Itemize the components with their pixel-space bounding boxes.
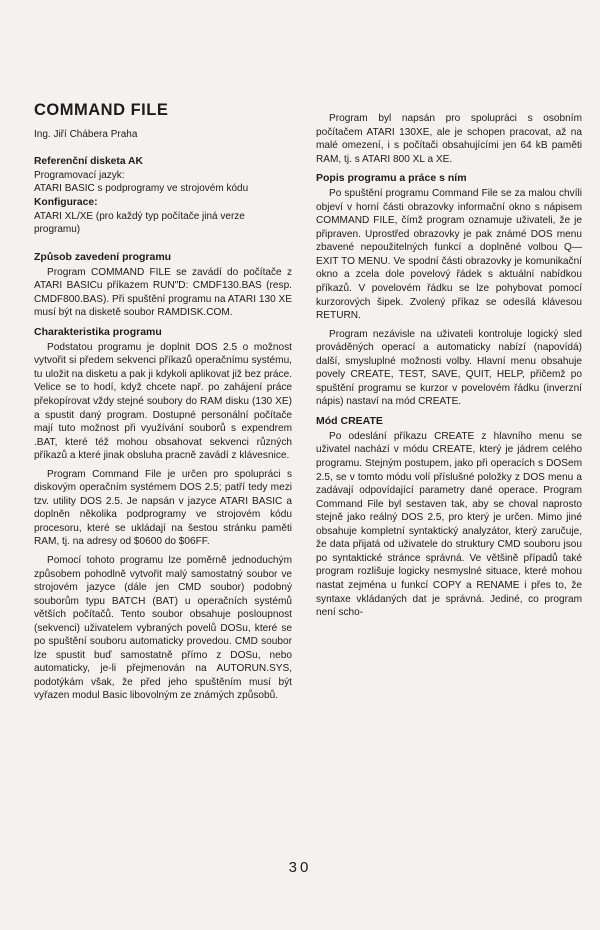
language-value: ATARI BASIC s podprogramy ve strojovém kódu bbox=[34, 183, 249, 195]
left-column bbox=[34, 100, 292, 703]
characteristics-paragraph-2: Program Command File je určen pro spolupráci s diskovým operačním systémem DOS 2.5; patří tedy mezi tzv. utility DOS 2.5. Je napsán v jazyce ATARI BASIC a doplněn několika podprogramy ve strojovém kódu procesoru, které se ukládají na šestou stránku paměti RAM, tj. na adresy od $0600 do $06FF. bbox=[34, 468, 292, 548]
characteristics-paragraph-1: Podstatou programu je doplnit DOS 2.5 o možnost vytvořit si předem sekvenci příkazů operačnímu systému, tu uložit na disketu a pak ji kdykoli aplikovat již bez práce. Velice se to hodí, když chcete např. po zahájení práce překopírovat vždy stejné soubory do RAM disku (130 XE) a spustit daný program. Dostupné personální počítače mají tuto možnost při využívání souborů s expendrem .BAT, které též mohou obsahovat sekvenci různých příkazů a které jinak obsluha pracně zavádí z klávesnice. bbox=[34, 341, 292, 462]
loading-paragraph: Program COMMAND FILE se zavádí do počítače z ATARI BASICu příkazem RUN"D: CMDF130.BAS (resp. CMDF800.BAS). Při spuštění programu na ATARI 130 XE musí být na disketě soubor RAMDISK.COM. bbox=[34, 266, 292, 319]
right-column bbox=[316, 112, 582, 620]
characteristics-paragraph-4: Program byl napsán pro spolupráci s osobním počítačem ATARI 130XE, ale je schopen pracovat, až na malé omezení, i s počítači obsahujícími jen 64 kB paměti RAM, tj. s ATARI 800 XL a XE. bbox=[316, 113, 582, 165]
description-paragraph-1: Po spuštění programu Command File se za malou chvíli objeví v horní části obrazovky informační okno s nápisem COMMAND FILE, čímž program oznamuje uživateli, že je připraven. Uprostřed obrazovky je pak známé DOS menu zbavené nepoužitelných funkcí a doplněné volbou Q—EXIT TO MENU. Ve spodní části obrazovky je komunikační okno a zcela dole povelový řádek s aktuální nabídkou příkazů. V povelovém řádku se lze pohybovat pomocí kurzorových šipek. Zvolený příkaz se odesílá klávesou RETURN. bbox=[316, 188, 582, 322]
reference-disk-label: Referenční disketa AK bbox=[34, 156, 143, 167]
characteristics-paragraph-3: Pomocí tohoto programu lze poměrně jednoduchým způsobem pohodlně vytvořit malý samostatný soubor ve strojovém jazyce (dále jen CMD soubor) podobný souborům typu BATCH (BAT) u operačních systémů větších počítačů. Tento soubor obsahuje posloupnost (sekvenci) uživatelem vybraných povelů DOSu, které se po spuštění souboru automaticky provedou. CMD soubor lze spustit buď samostatně přímo z DOSu, nebo automaticky, je-li přejmenován na AUTORUN.SYS, podotýkám však, že před jeho spuštěním musí být vyřazen modul Basic libovolným ze známých způsobů. bbox=[34, 555, 292, 702]
article-title: COMMAND FILE bbox=[34, 101, 169, 119]
section-heading-description: Popis programu a práce s ním bbox=[316, 172, 467, 185]
section-heading-characteristics: Charakteristika programu bbox=[34, 325, 162, 338]
configuration-value: ATARI XL/XE (pro každý typ počítače jiná verze programu) bbox=[34, 210, 245, 236]
article-author: Ing. Jiří Chábera Praha bbox=[34, 129, 138, 140]
description-paragraph-2: Program nezávisle na uživateli kontroluje logický sled prováděných operací a automaticky nabízí (napovídá) další, smysluplné možnosti volby. Hlavní menu obsahuje povely CREATE, TEST, SAVE, QUIT, HELP, přičemž po spuštění programu se kurzor v povelovém řádku (inverzní nápis) nastaví na mód CREATE. bbox=[316, 328, 582, 408]
create-mode-paragraph: Po odeslání příkazu CREATE z hlavního menu se uživatel nachází v módu CREATE, který je jádrem celého programu. Stejným postupem, jako při operacích s DOSem 2.5, se v tomto módu volí příslušné položky z DOS menu a zadávají odpovídající parametry dané operace. Program Command File byl sestaven tak, aby se choval naprosto stejně jako reálný DOS 2.5, pro který je určen. Mimo jiné obsahuje kompletní syntaktický analyzátor, který zaručuje, že data přijatá od uživatele do struktury CMD souboru jsou po syntaktické stránce správná. Ve většině případů také program rozlišuje logicky nesmyslné situace, které mohou nastat zejména u funkcí COPY a RENAME i přes to, že syntaxe vkládaných dat je správná. Jediné, co program není scho- bbox=[316, 430, 582, 619]
configuration-label: Konfigurace: bbox=[34, 196, 98, 208]
page-number: 30 bbox=[288, 859, 312, 876]
section-heading-loading: Způsob zavedení programu bbox=[34, 250, 172, 263]
section-heading-create-mode: Mód CREATE bbox=[316, 414, 383, 427]
language-label: Programovací jazyk: bbox=[34, 170, 125, 181]
